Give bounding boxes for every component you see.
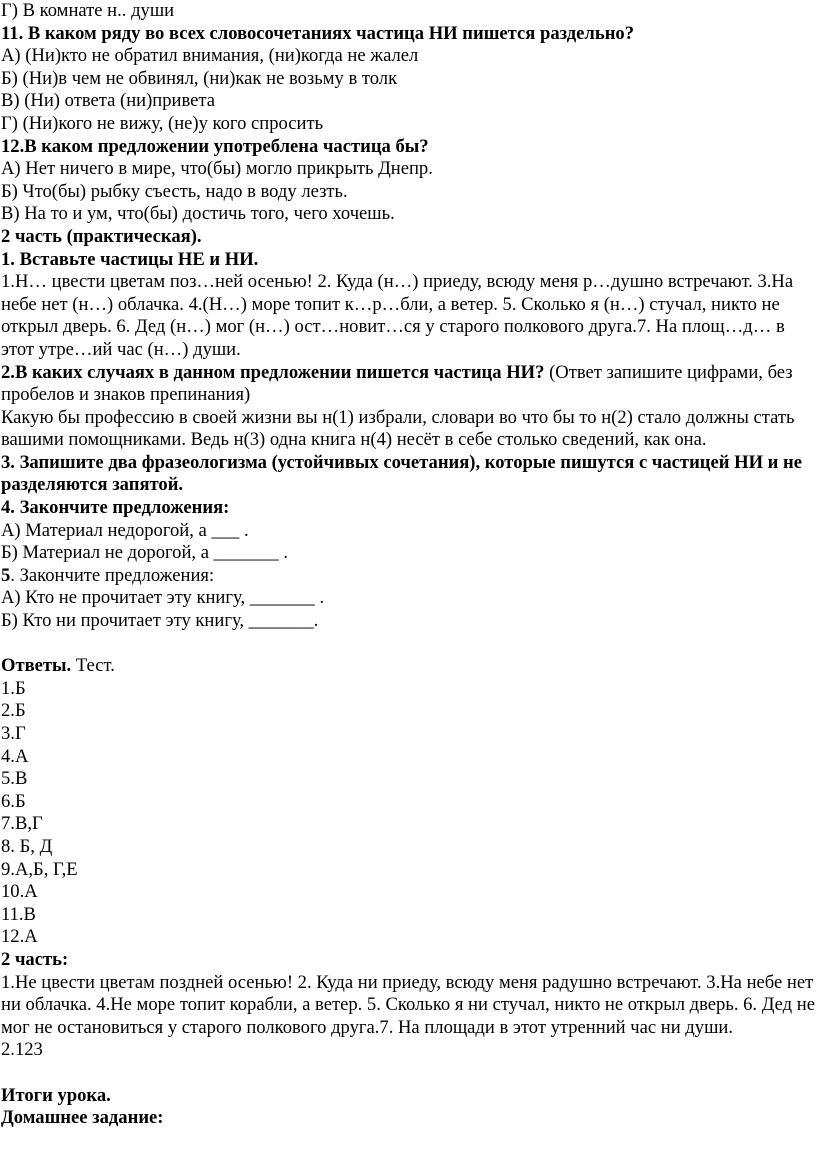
q11-option-v: В) (Ни) ответа (ни)привета xyxy=(1,90,216,112)
answer-item: 10.А xyxy=(1,881,38,903)
answer-item: 7.В,Г xyxy=(1,813,43,835)
q10-option-g: Г) В комнате н.. души xyxy=(1,0,175,21)
answer-item: 12.А xyxy=(1,926,38,948)
task5-line-a: А) Кто не прочитает эту книгу, _______ . xyxy=(1,587,325,609)
task2-title: 2.В каких случаях в данном предложении пишется частица НИ? xyxy=(1,361,545,383)
answer-item: 5.В xyxy=(1,768,28,790)
answer-item: 1.Б xyxy=(1,677,26,699)
answer-item: 11.В xyxy=(1,903,36,925)
task2-heading xyxy=(1,362,816,407)
answers-part2-text: 1.Не цвести цветам поздней осенью! 2. Куда ни приеду, всюду меня радушно встречают. 3.На небе нет ни облачка. 4.Не море топит корабли, а ветер. 5. Сколько я ни стучал, никто не открыл дверь. 6. Дед не мог не остановиться у старого полкового друга.7. На площади в этот утренний час ни души. xyxy=(1,971,815,1038)
task5-heading xyxy=(1,565,816,588)
task3-title: 3. Запишите два фразеологизма (устойчивых сочетания), которые пишутся с частицей НИ и не разделяются запятой. xyxy=(1,451,803,496)
task2-note: (Ответ запишите цифрами, без пробелов и знаков препинания) xyxy=(1,361,793,406)
task5-line-b: Б) Кто ни прочитает эту книгу, _______. xyxy=(1,610,319,632)
spacer xyxy=(1,633,816,656)
q11-question: 11. В каком ряду во всех словосочетаниях частица НИ пишется раздельно? xyxy=(1,22,634,44)
answer-item: 6.Б xyxy=(1,790,26,812)
homework: Домашнее задание: xyxy=(1,1107,164,1129)
task4-line-b: Б) Материал не дорогой, а _______ . xyxy=(1,542,288,564)
task5-number: 5 xyxy=(1,564,11,586)
task1-title: 1. Вставьте частицы НЕ и НИ. xyxy=(1,248,259,270)
answer-item: 4.А xyxy=(1,745,29,767)
q12-option-a: А) Нет ничего в мире, что(бы) могло прикрыть Днепр. xyxy=(1,158,433,180)
answers-part2-label: 2 часть: xyxy=(1,948,69,970)
answer-item: 8. Б, Д xyxy=(1,835,53,857)
q12-option-v: В) На то и ум, что(бы) достичь того, чего хочешь. xyxy=(1,203,395,225)
answer-item: 3.Г xyxy=(1,723,26,744)
answers-label: Ответы. xyxy=(1,655,72,677)
part2-heading: 2 часть (практическая). xyxy=(1,225,202,247)
task4-title: 4. Закончите предложения: xyxy=(1,497,230,519)
task2-text: Какую бы профессию в своей жизни вы н(1) избрали, словари во что бы то н(2) стало должны стать вашими помощниками. Ведь н(3) одна книга н(4) несёт в себе столько сведений, как она. xyxy=(1,406,795,451)
q12-option-b: Б) Что(бы) рыбку съесть, надо в воду лезть. xyxy=(1,180,348,202)
answer-item: 9.А,Б, Г,Е xyxy=(1,858,78,880)
answers-label-rest: Тест. xyxy=(71,655,115,677)
answers-heading xyxy=(1,655,816,678)
answers-part2-task2: 2.123 xyxy=(1,1039,43,1061)
q11-option-a: А) (Ни)кто не обратил внимания, (ни)когда не жалел xyxy=(1,45,419,67)
lesson-summary: Итоги урока. xyxy=(1,1084,111,1106)
q11-option-g: Г) (Ни)кого не вижу, (не)у кого спросить xyxy=(1,112,324,134)
task1-text: 1.Н… цвести цветам поз…ней осенью! 2. Куда (н…) приеду, всюду меня р…душно встречают. 3.На небе нет (н…) облачка. 4.(Н…) море топит к…р…бли, а ветер. 5. Сколько я (н…) стучал, никто не открыл дверь. 6. Дед (н…) мог (н…) ост…новит…ся у старого полкового друга.7. На площ…д… в этот утре…ий час (н…) души. xyxy=(1,271,794,360)
task5-title: . Закончите предложения: xyxy=(10,564,215,586)
answer-item: 2.Б xyxy=(1,700,26,722)
q12-question: 12.В каком предложении употреблена частица бы? xyxy=(1,135,429,157)
task4-line-a: А) Материал недорогой, а ___ . xyxy=(1,519,249,541)
spacer xyxy=(1,1062,816,1085)
q11-option-b: Б) (Ни)в чем не обвинял, (ни)как не возьму в толк xyxy=(1,67,398,89)
